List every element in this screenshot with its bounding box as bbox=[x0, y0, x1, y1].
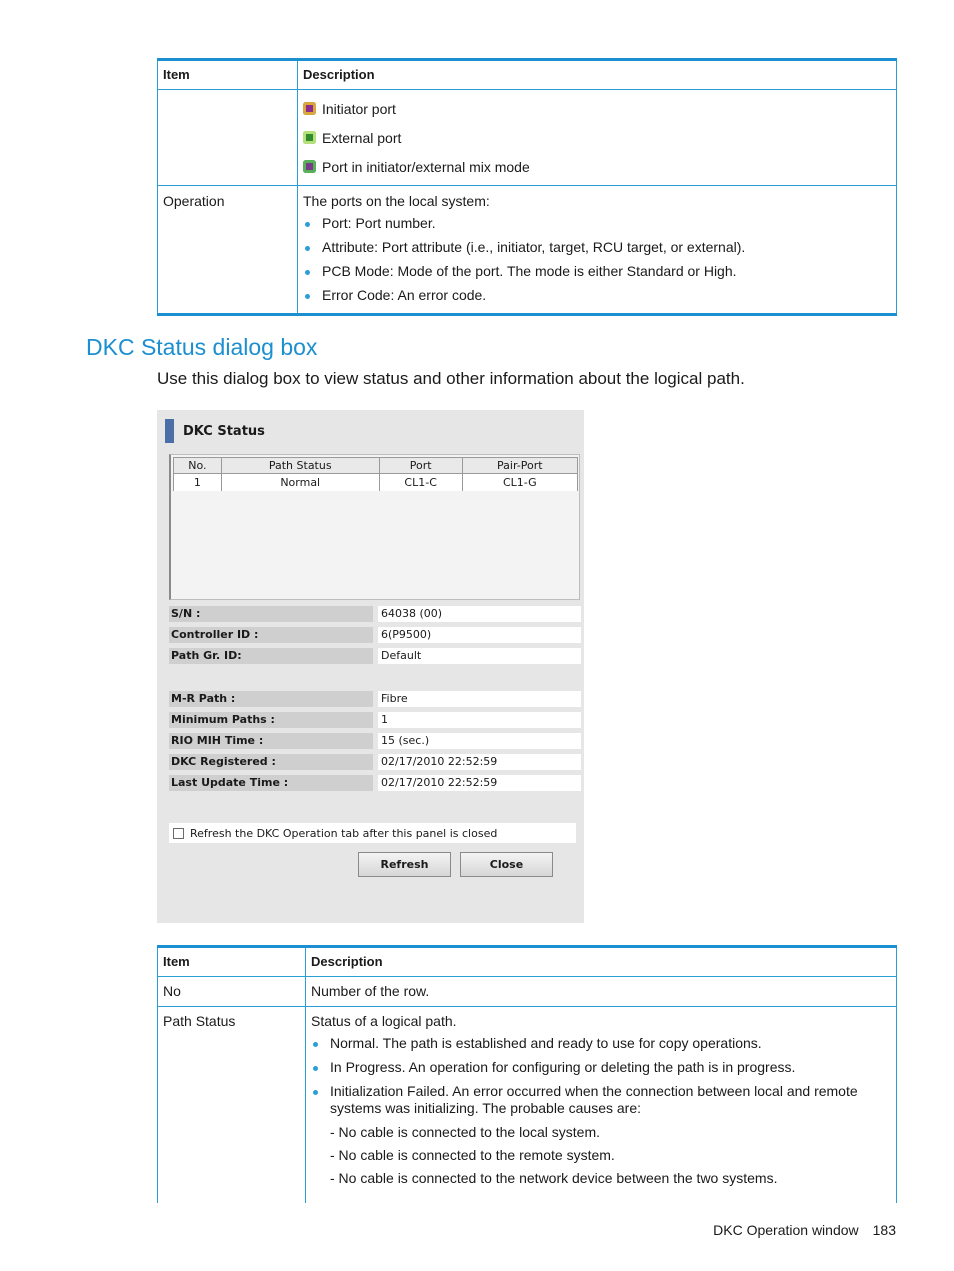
column-header-no[interactable]: No. bbox=[174, 458, 222, 474]
cause-line: - No cable is connected to the local system. bbox=[330, 1124, 601, 1140]
list-item: In Progress. An operation for configuring or deleting the path is in progress. bbox=[311, 1059, 891, 1076]
field-rio-mih-time: RIO MIH Time : 15 (sec.) bbox=[169, 733, 581, 749]
column-header-pair-port[interactable]: Pair-Port bbox=[462, 458, 577, 474]
field-controller-id: Controller ID : 6(P9500) bbox=[169, 627, 581, 643]
refresh-button[interactable]: Refresh bbox=[358, 852, 451, 877]
list-item: Initiator port bbox=[303, 94, 891, 123]
mix-mode-port-icon bbox=[303, 160, 316, 173]
list-item: Initialization Failed. An error occurred when the connection between local and remote systems was initializing. The probable causes are: bbox=[311, 1083, 891, 1117]
list-item: External port bbox=[303, 123, 891, 152]
port-description-table bbox=[157, 58, 897, 316]
title-bar-marker bbox=[165, 419, 174, 443]
field-minimum-paths: Minimum Paths : 1 bbox=[169, 712, 581, 728]
list-item: Port in initiator/external mix mode bbox=[303, 152, 891, 181]
table-row: No Number of the row. bbox=[158, 977, 897, 1007]
section-intro: Use this dialog box to view status and other information about the logical path. bbox=[157, 369, 745, 388]
path-grid[interactable] bbox=[169, 454, 580, 600]
cause-line: - No cable is connected to the network device between the two systems. bbox=[330, 1170, 778, 1186]
column-header-port[interactable]: Port bbox=[379, 458, 462, 474]
field-path-group-id: Path Gr. ID: Default bbox=[169, 648, 581, 664]
table-header-item: Item bbox=[158, 60, 298, 90]
path-status-table bbox=[157, 945, 897, 1203]
page-footer bbox=[713, 1222, 896, 1238]
close-button[interactable]: Close bbox=[460, 852, 553, 877]
table-row[interactable]: 1 Normal CL1-C CL1-G bbox=[174, 474, 578, 491]
external-port-icon bbox=[303, 131, 316, 144]
list-item: Error Code: An error code. bbox=[303, 287, 891, 304]
dialog-title: DKC Status bbox=[165, 419, 265, 443]
dkc-status-dialog bbox=[157, 410, 584, 923]
list-item: Attribute: Port attribute (i.e., initiator, target, RCU target, or external). bbox=[303, 239, 891, 256]
footer-section: DKC Operation window bbox=[713, 1222, 859, 1238]
field-dkc-registered: DKC Registered : 02/17/2010 22:52:59 bbox=[169, 754, 581, 770]
table-row: Operation The ports on the local system: Port: Port number. Attribute: Port attribute (i.e., initiator, target, RCU target, or external). PCB Mode: Mode of the port. The mode is either Standard or High. Error Code: An error code. bbox=[158, 186, 897, 315]
refresh-option[interactable] bbox=[169, 823, 576, 843]
table-header-item: Item bbox=[158, 947, 306, 977]
page-number: 183 bbox=[872, 1222, 896, 1238]
refresh-checkbox[interactable] bbox=[173, 828, 184, 839]
cause-line: - No cable is connected to the remote system. bbox=[330, 1147, 615, 1163]
field-last-update-time: Last Update Time : 02/17/2010 22:52:59 bbox=[169, 775, 581, 791]
path-status-bullets bbox=[311, 1035, 891, 1117]
table-header-description: Description bbox=[298, 60, 897, 90]
table-row: Path Status Status of a logical path. Normal. The path is established and ready to use for copy operations. In Progress. An operation for configuring or deleting the path is in progress. Initialization Failed. An error occurred when the connection between local and remote systems was initializing. The probable causes are: - No cable is connected to the local system. - No cable is connected to the remote system. - No cable is connected to the network device between the two systems. bbox=[158, 1007, 897, 1203]
table-header-description: Description bbox=[306, 947, 897, 977]
column-header-path-status[interactable]: Path Status bbox=[221, 458, 379, 474]
field-serial-number: S/N : 64038 (00) bbox=[169, 606, 581, 622]
section-title: DKC Status dialog box bbox=[86, 334, 318, 360]
table-row bbox=[158, 90, 897, 186]
initiator-port-icon bbox=[303, 102, 316, 115]
refresh-checkbox-label: Refresh the DKC Operation tab after this panel is closed bbox=[190, 826, 498, 840]
list-item: Port: Port number. bbox=[303, 215, 891, 232]
field-mr-path: M-R Path : Fibre bbox=[169, 691, 581, 707]
operation-bullets bbox=[303, 215, 891, 304]
list-item: PCB Mode: Mode of the port. The mode is either Standard or High. bbox=[303, 263, 891, 280]
list-item: Normal. The path is established and ready to use for copy operations. bbox=[311, 1035, 891, 1052]
